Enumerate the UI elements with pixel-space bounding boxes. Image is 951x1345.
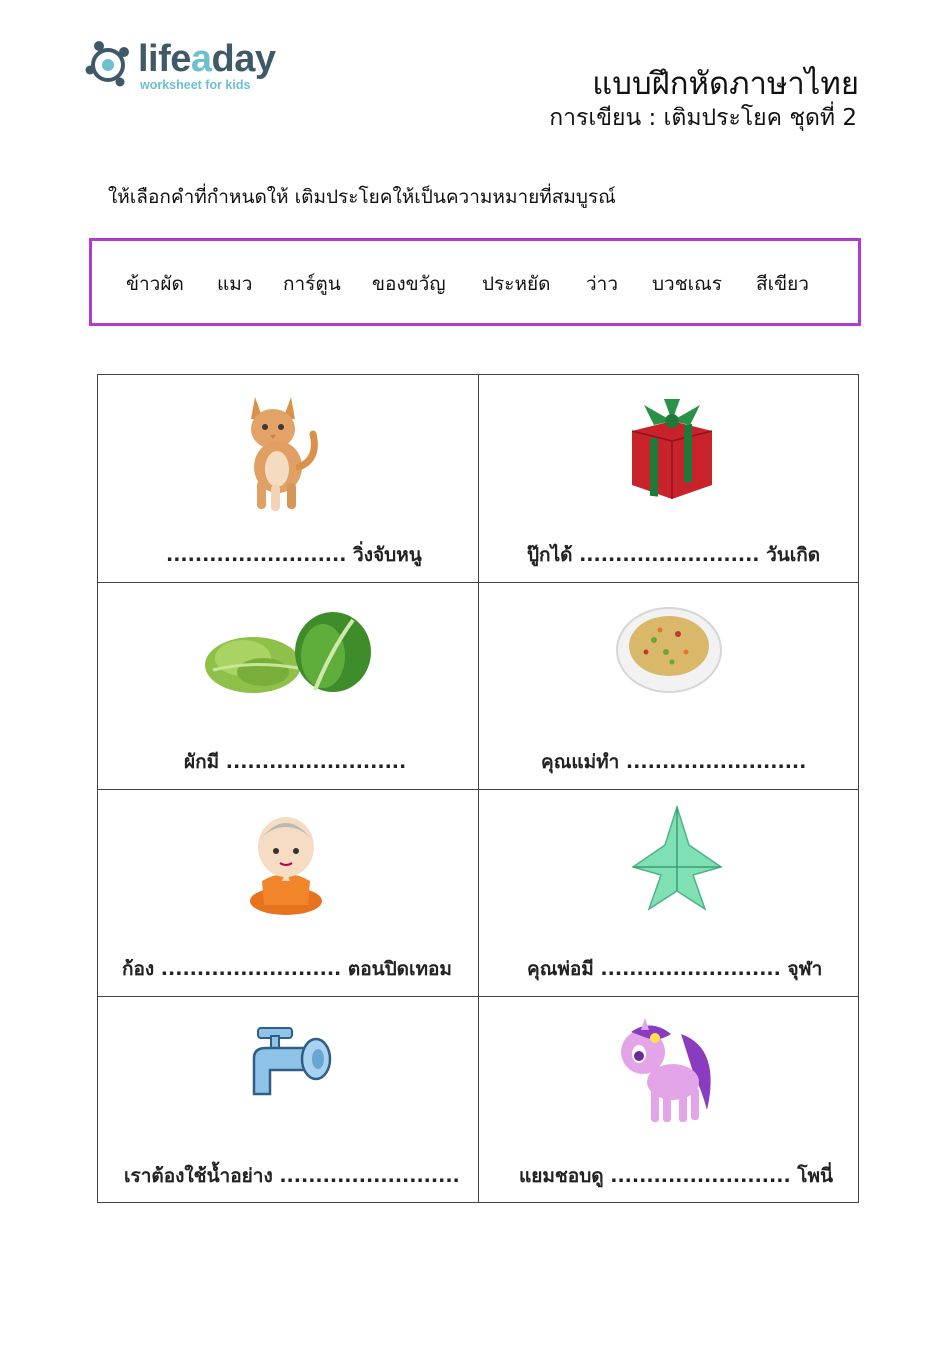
word-bank-item: ของขวัญ <box>372 273 446 295</box>
sentence-text: ปู๊กได้ ......................... วันเกิด <box>527 544 821 566</box>
word-bank-item: ว่าว <box>586 273 619 295</box>
sentence-text: เราต้องใช้น้ำอย่าง ......................... <box>124 1165 460 1187</box>
exercise-cell <box>98 996 478 1203</box>
exercise-cell <box>479 582 859 789</box>
logo-wordmark: lifeaday <box>138 38 276 80</box>
word-bank-box <box>89 238 861 326</box>
logo-tagline: worksheet for kids <box>140 78 251 92</box>
sentence-text: คุณแม่ทำ ......................... <box>541 751 807 773</box>
sentence-text: แยมชอบดู ......................... โพนี่ <box>519 1165 834 1187</box>
kite-picture <box>629 805 725 917</box>
word-bank-item: การ์ตูน <box>283 273 341 295</box>
novice-monk-picture <box>246 811 326 917</box>
cat-picture <box>233 389 323 514</box>
exercise-cell <box>98 375 478 582</box>
sentence-text: ก้อง ......................... ตอนปิดเทอม <box>122 958 452 980</box>
logo-molecule-icon <box>84 38 134 90</box>
exercise-grid <box>97 374 859 1203</box>
page-title: แบบฝึกหัดภาษาไทย <box>592 66 859 102</box>
water-tap-picture <box>248 1024 334 1104</box>
lifeaday-logo <box>84 38 284 94</box>
exercise-cell <box>98 582 478 789</box>
lettuce-picture <box>203 610 383 700</box>
word-bank-item: ประหยัด <box>482 273 551 295</box>
sentence-text: ผักมี ......................... <box>184 751 407 773</box>
fried-rice-picture <box>616 604 722 694</box>
sentence-text: ......................... วิ่งจับหนู <box>166 544 422 566</box>
sentence-text: คุณพ่อมี ......................... จุฬา <box>527 958 823 980</box>
instruction-text: ให้เลือกคำที่กำหนดให้ เติมประโยคให้เป็นความหมายที่สมบูรณ์ <box>108 186 616 208</box>
word-bank-item: บวชเณร <box>652 273 722 295</box>
gift-box-picture <box>624 395 720 503</box>
exercise-cell <box>479 789 859 996</box>
exercise-cell <box>479 375 859 582</box>
word-bank-item: ข้าวผัด <box>126 273 184 295</box>
word-bank-item: สีเขียว <box>756 273 809 295</box>
exercise-cell <box>479 996 859 1203</box>
word-bank-item: แมว <box>217 273 253 295</box>
pony-picture <box>611 1018 723 1128</box>
page-subtitle: การเขียน : เติมประโยค ชุดที่ 2 <box>549 105 857 131</box>
exercise-cell <box>98 789 478 996</box>
